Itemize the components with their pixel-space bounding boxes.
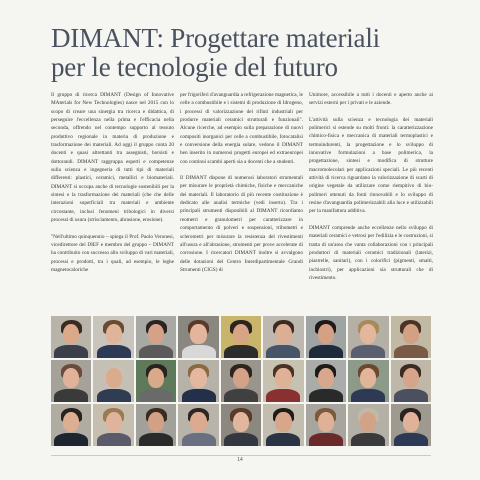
portrait-8 (348, 316, 388, 358)
portrait-4 (178, 316, 218, 358)
portrait-24 (263, 404, 303, 446)
portrait-27 (391, 404, 431, 446)
portrait-25 (306, 404, 346, 446)
portrait-9 (391, 316, 431, 358)
article-title-line-2: per le tecnologie del futuro (51, 52, 338, 82)
portrait-1 (51, 316, 91, 358)
paragraph: L'attività sulla scienza e tecnologia dei materiali polimerici si estende su molti fronti: la caratterizzazione chimico-fisica e meccanica di materiali termoplastici e termoindurenti, la progettazione e lo sviluppo di innovative formulazioni a base polimerica, la progettazione, sintesi e modifica di strutture macromolecolari per applicazioni speciali. Le più recenti attività di ricerca riguardano la valorizzazione di scarti di origine vegetale da utilizzare come riempitivo di bio-polimeri ottenuti da fonti rinnovabili e lo sviluppo di resine d'avanguardia polimerizzabili alla luce e utilizzabili per la manifattura additiva. (309, 116, 433, 215)
team-photo-grid (51, 316, 431, 446)
text-column-2 (180, 91, 303, 282)
portrait-6 (263, 316, 303, 358)
paragraph: DIMANT comprende anche eccellenze nello sviluppo di materiali ceramici e vetrosi per l'edilizia e le costruzioni, si tratta di un'area che vanta collaborazioni con i principali produttori di materiali ceramici tradizionali (laterizi, piastrelle, sanitari), con i colorifici (pigmenti, smalti, inchiostri), per applicazioni sia strutturali che di rivestimento. (309, 224, 433, 281)
portrait-20 (93, 404, 133, 446)
paragraph: Il gruppo di ricerca DIMANT (Design of Innovative MAterials for New Technologies) nasce nel 2015 con lo scopo di creare una sinergia tra ricerca e didattica, di perseguire l'eccellenza nella prima e l'efficacia nella seconda, offrendo nel contempo supporto al tessuto produttivo regionale in materia di produzione e trasformazione dei materiali. Ad oggi il gruppo conta 20 docenti e quasi altrettanti tra assegnisti, borsisti e dottorandi. DIMANT raggruppa esperti e competenze sulla scienza e ingegneria di tutti tipi di materiali differenti: plastici, ceramici, metallici e biomateriali. DIMANT si occupa anche di tecnologie sostenibili per la sintesi e la trasformazione dei materiali (che che delle interazioni superficiali tra materiali e ambiente circostante, inclusi fenomeni tribologici in diversi processi di usura (strisciamento, abrasione, erosione). (51, 92, 174, 224)
footer-rule (51, 455, 431, 456)
portrait-14 (221, 360, 261, 402)
portrait-10 (51, 360, 91, 402)
portrait-15 (263, 360, 303, 402)
portrait-17 (348, 360, 388, 402)
paragraph: per frigoriferi d'avanguardia a refrigerazione magnetica, le celle a combustibile e i sistemi di produzione di Idrogeno, i processi di valorizzazione dei rifiuti industriali per produrre materiali ceramici strutturali e funzionali". Alcune ricerche, ad esempio sulla preparazione di nuovi compositi inorganici per celle a combustibile, fotocatalisi e conversione della energia solare, vedono il DIMANT ben inserito in numerosi progetti europei ed extraeuropei con continui scambi aperti sia a docenti che a studenti. (180, 92, 303, 165)
portrait-23 (221, 404, 261, 446)
portrait-7 (306, 316, 346, 358)
portrait-19 (51, 404, 91, 446)
portrait-3 (136, 316, 176, 358)
portrait-13 (178, 360, 218, 402)
portrait-2 (93, 316, 133, 358)
portrait-12 (136, 360, 176, 402)
paragraph: "Nell'ultimo quinquennio – spiega il Prof. Paolo Veronesi, vicedirettore del DIEF e membro del gruppo – DIMANT ha contribuito con successo allo sviluppo di vari materiali, processi e prodotti, tra i quali, ad esempio, le leghe magnetocaloriche (51, 233, 174, 273)
portrait-11 (93, 360, 133, 402)
article-title-line-1: DIMANT: Progettare materiali (51, 23, 380, 53)
portrait-22 (178, 404, 218, 446)
portrait-26 (348, 404, 388, 446)
paragraph: Unimore, accessibile a tutti i docenti e aperto anche ai servizi esterni per i privati e le aziende. (309, 92, 433, 107)
portrait-16 (306, 360, 346, 402)
portrait-21 (136, 404, 176, 446)
paragraph: Il DIMANT dispone di numerosi laboratori strumentali per misurare le proprietà chimiche, fisiche e meccaniche dei materiali. Il laboratorio di più recente costituzione è dedicato alle analisi termiche (vedi inserto). Tra i principali strumenti disponibili al DIMANT ricordiamo reometri e granulometri per caratterizzare in comportamento di polveri e sospensioni, tribometri e sclerometri per misurare la resistenza del rivestimenti all'usura e all'abrasione, strumenti per prove accelerate di corrosione. I ricercatori DIMANT inoltre si avvalgono delle dotazioni del Centro Interdipartimentale Grandi Strumenti (CIGS) di (180, 175, 303, 273)
article-title (51, 24, 380, 82)
portrait-5 (221, 316, 261, 358)
text-column-3 (309, 91, 433, 290)
portrait-18 (391, 360, 431, 402)
page-number: 14 (237, 457, 243, 463)
text-column-1 (51, 91, 174, 282)
